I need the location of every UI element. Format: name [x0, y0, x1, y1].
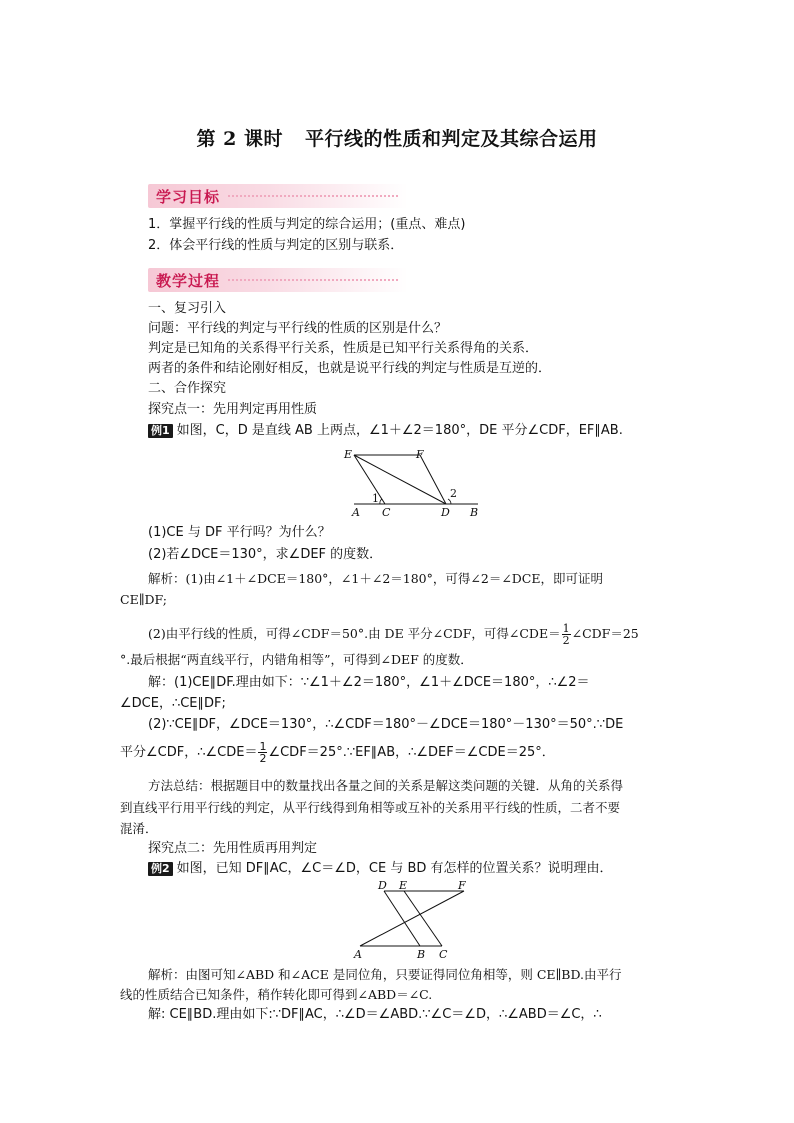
review-heading: 一、复习引入 [148, 301, 227, 316]
example-1-solution-3: (2)∵CE∥DF，∠DCE＝130°，∴∠CDF＝180°－∠DCE＝180°－130°＝50°.∵DE [148, 717, 624, 732]
segment-fa [360, 891, 464, 946]
fraction-half [562, 623, 571, 646]
analysis-3-text-b: ∠CDF＝25 [571, 626, 639, 641]
label-c: C [382, 506, 391, 519]
segment-ed [354, 455, 446, 504]
example-1-figure [340, 447, 490, 519]
banner-divider [228, 279, 398, 281]
label-b: B [417, 948, 426, 961]
label-b: B [470, 506, 479, 519]
segment-ec [354, 455, 385, 504]
example-1-tag: 例1 [148, 424, 173, 438]
example-1-text: 如图，C，D 是直线 AB 上两点，∠1＋∠2＝180°，DE 平分∠CDF，EF∥AB. [176, 423, 623, 438]
fraction-numerator: 1 [259, 740, 267, 753]
label-1: 1 [372, 492, 379, 505]
solution-4-text-b: ∠CDF＝25°.∵EF∥AB，∴∠DEF＝∠CDE＝25°． [268, 745, 555, 760]
method-summary-1: 方法总结：根据题目中的数量找出各量之间的关系是解这类问题的关键．从角的关系得 [148, 778, 624, 793]
example-2-tag: 例2 [148, 862, 173, 876]
example-2-stem [148, 860, 708, 878]
example-1-stem [148, 422, 708, 440]
label-f: F [458, 879, 466, 892]
example-1-solution-4 [120, 741, 680, 764]
lesson-number: 第 2 课时 [196, 128, 283, 150]
example-1-question-2: (2)若∠DCE＝130°，求∠DEF 的度数． [148, 547, 383, 562]
explore-point-1: 探究点一：先用判定再用性质 [148, 402, 318, 417]
example-1-analysis-4: °.最后根据“两直线平行，内错角相等”，可得到∠DEF 的度数． [120, 652, 473, 667]
page-title [0, 124, 794, 151]
goal-item-2: 2．体会平行线的性质与判定的区别与联系． [148, 238, 404, 253]
goal-item-1: 1．掌握平行线的性质与判定的综合运用；(重点、难点) [148, 217, 466, 232]
analysis-3-text-a: (2)由平行线的性质，可得∠CDF＝50°.由 DE 平分∠CDF，可得∠CDE＝ [148, 626, 561, 641]
section-banner-goals [148, 184, 408, 208]
solution-4-text-a: 平分∠CDF，∴∠CDE＝ [120, 745, 258, 760]
example-1-question-1: (1)CE 与 DF 平行吗？为什么？ [148, 525, 331, 540]
method-summary-3: 混淆． [120, 821, 158, 836]
example-2-text: 如图，已知 DF∥AC，∠C＝∠D，CE 与 BD 有怎样的位置关系？说明理由． [176, 861, 613, 876]
label-d: D [378, 879, 387, 892]
lesson-topic: 平行线的性质和判定及其综合运用 [304, 128, 598, 150]
review-question: 问题：平行线的判定与平行线的性质的区别是什么？ [148, 321, 448, 336]
review-answer-1: 判定是已知角的关系得平行关系，性质是已知平行关系得角的关系． [148, 341, 539, 356]
segment-ec [404, 891, 442, 946]
angle-1-arc [380, 499, 382, 504]
section-title-goals: 学习目标 [156, 188, 221, 206]
banner-divider [228, 195, 398, 197]
fraction-denominator: 2 [562, 634, 570, 647]
label-f: F [416, 448, 424, 461]
fraction-denominator: 2 [259, 752, 267, 765]
example-1-solution-2: ∠DCE，∴CE∥DF; [120, 696, 226, 711]
explore-heading: 二、合作探究 [148, 381, 227, 396]
explore-point-2: 探究点二：先用性质再用判定 [148, 841, 318, 856]
fraction-numerator: 1 [562, 622, 570, 635]
example-1-analysis-1: 解析：(1)由∠1＋∠DCE＝180°，∠1＋∠2＝180°，可得∠2＝∠DCE，即可证明 [148, 571, 603, 586]
example-1-analysis-3 [148, 623, 708, 646]
example-2-figure [348, 879, 474, 961]
section-title-process: 教学过程 [156, 272, 221, 290]
label-c: C [439, 948, 448, 961]
example-1-analysis-2: CE∥DF; [120, 592, 167, 607]
review-answer-2: 两者的条件和结论刚好相反，也就是说平行线的判定与性质是互逆的． [148, 361, 552, 376]
example-2-analysis-1: 解析：由图可知∠ABD 和∠ACE 是同位角，只要证得同位角相等，则 CE∥BD.由平行 [148, 967, 622, 982]
section-banner-process [148, 268, 408, 292]
label-e: E [399, 879, 408, 892]
method-summary-2: 到直线平行用平行线的判定，从平行线得到角相等或互补的关系用平行线的性质，二者不要 [120, 800, 621, 815]
fraction-half [258, 741, 267, 764]
label-a: A [352, 506, 360, 519]
example-2-solution-1: 解: CE∥BD.理由如下:∵DF∥AC，∴∠D＝∠ABD.∵∠C＝∠D，∴∠ABD＝∠C，∴ [148, 1007, 602, 1022]
example-1-solution-1: 解：(1)CE∥DF.理由如下：∵∠1＋∠2＝180°，∠1＋∠DCE＝180°，∴∠2＝ [148, 675, 590, 690]
label-d: D [441, 506, 450, 519]
segment-db [384, 891, 420, 946]
label-e: E [344, 448, 353, 461]
example-2-analysis-2: 线的性质结合已知条件，稍作转化即可得到∠ABD＝∠C. [120, 987, 433, 1002]
label-2: 2 [450, 487, 457, 500]
label-a: A [354, 948, 362, 961]
